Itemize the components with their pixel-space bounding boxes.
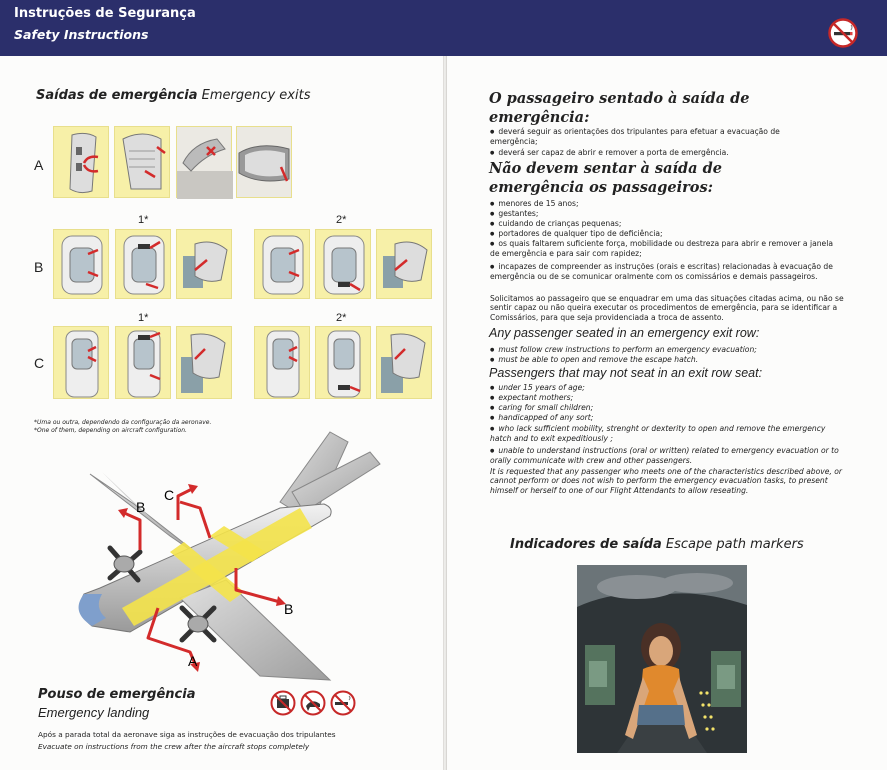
row-label-a: A (34, 157, 44, 173)
step-a1 (53, 126, 109, 198)
door-remove-illustration (177, 127, 233, 199)
diagram-label-c: C (164, 487, 175, 503)
overwing-exit-illustration (54, 327, 110, 400)
step-b5 (315, 229, 371, 299)
seated-item-pt-1: ● deverá seguir as orientações dos tripulantes para efetuar a evacuação de emergência; (490, 127, 820, 147)
exits-title-pt: Saídas de emergência (36, 88, 198, 103)
not-item-en-6: ● unable to understand instructions (oral or written) related to emergency evacuation or to orally communicate with crew and other passengers. (490, 446, 840, 466)
row-b-option-2: 2* (336, 214, 347, 226)
not-item-en-4: ● handicapped of any sort; (490, 413, 593, 423)
not-item-pt-3: ● cuidando de crianças pequenas; (490, 219, 621, 229)
not-item-pt-5: ● os quais faltarem suficiente força, mobilidade ou destreza para abrir e remover a janela de emergência e para sair com rapidez; (490, 239, 835, 259)
seated-title-en: Any passenger seated in an emergency exit row: (489, 326, 760, 340)
row-b-option-1: 1* (138, 214, 149, 226)
diagram-label-a: A (188, 653, 198, 669)
header-title-pt: Instruções de Segurança (14, 6, 196, 21)
seated-item-pt-2: ● deverá ser capaz de abrir e remover a porta de emergência. (490, 148, 820, 158)
exits-title (36, 88, 310, 103)
row-label-c: C (34, 355, 45, 371)
window-hatch-illustration (54, 230, 110, 300)
window-remove-illustration (177, 230, 233, 300)
no-smoking-icon (828, 18, 858, 48)
diagram-label-b-right: B (284, 601, 294, 617)
step-a2 (114, 126, 170, 198)
row-c-option-1: 1* (138, 312, 149, 324)
footnote-pt: *Uma ou outra, dependendo da configuração da aeronave. (34, 419, 212, 426)
step-b3 (176, 229, 232, 299)
not-item-pt-1: ● menores de 15 anos; (490, 199, 579, 209)
step-b6 (376, 229, 432, 299)
header-bar (0, 0, 887, 56)
window-hatch-illustration (255, 230, 311, 300)
step-c4 (254, 326, 310, 399)
overwing-remove-illustration (177, 327, 233, 400)
landing-title-en: Emergency landing (38, 705, 150, 720)
request-en: It is requested that any passenger who meets one of the characteristics described above, or cannot perform or does not wish to perform the emergency evacuation tasks, to present himself or herself to one of our Flight Attendants to allow reseating. (490, 467, 843, 495)
step-c5 (315, 326, 371, 399)
not-item-en-2: ● expectant mothers; (490, 393, 573, 403)
overwing-exit-illustration (255, 327, 311, 400)
step-b1 (53, 229, 109, 299)
step-b2 (115, 229, 171, 299)
window-remove-illustration (377, 230, 433, 300)
step-b4 (254, 229, 310, 299)
door-open-illustration (237, 127, 293, 199)
step-c3 (176, 326, 232, 399)
seated-title-pt: O passageiro sentado à saída de emergência: (489, 90, 750, 126)
markers-title-en: Escape path markers (665, 537, 804, 552)
escape-path-markers-illustration (577, 565, 747, 753)
window-hatch-illustration (116, 230, 172, 300)
markers-title (510, 537, 804, 552)
not-title-pt: Não devem sentar à saída de emergência os passageiros: (489, 160, 722, 196)
no-smoking-icon (330, 690, 356, 716)
step-c2 (115, 326, 171, 399)
step-a3 (176, 126, 232, 198)
footnote-en: *One of them, depending on aircraft configuration. (34, 427, 187, 434)
step-c6 (376, 326, 432, 399)
overwing-exit-illustration (116, 327, 172, 400)
row-label-b: B (34, 259, 44, 275)
seated-item-en-1: ● must follow crew instructions to perform an emergency evacuation; (490, 345, 757, 355)
airplane-escape-diagram (30, 412, 430, 684)
landing-text-en: Evacuate on instructions from the crew after the aircraft stops completely (38, 742, 310, 751)
not-item-en-1: ● under 15 years of age; (490, 383, 585, 393)
no-baggage-icon (270, 690, 296, 716)
door-pull-illustration (115, 127, 171, 199)
header-title-en: Safety Instructions (14, 27, 149, 42)
landing-text-pt: Após a parada total da aeronave siga as instruções de evacuação dos tripulantes (38, 730, 336, 739)
markers-title-pt: Indicadores de saída (510, 537, 662, 552)
door-lever-illustration (54, 127, 110, 199)
overwing-remove-illustration (377, 327, 433, 400)
not-item-en-5: ● who lack sufficient mobility, strenght or dexterity to open and remove the emergency hatch and to exit expeditiously ; (490, 424, 840, 444)
no-high-heels-icon (300, 690, 326, 716)
diagram-label-b-left: B (136, 499, 146, 515)
window-hatch-illustration (316, 230, 372, 300)
step-c1 (53, 326, 109, 399)
overwing-exit-illustration (316, 327, 372, 400)
not-title-en: Passengers that may not seat in an exit row seat: (489, 366, 763, 380)
not-item-en-3: ● caring for small children; (490, 403, 593, 413)
landing-title-pt: Pouso de emergência (38, 687, 196, 702)
exits-title-en: Emergency exits (201, 88, 311, 103)
seated-item-en-2: ● must be able to open and remove the escape hatch. (490, 355, 698, 365)
request-pt: Solicitamos ao passageiro que se enquadrar em uma das situações citadas acima, ou não se sentir capaz ou não queira executar os procedimentos de emergência, para se identificar a Comissários, para que seja providenciada a troca de assento. (490, 294, 844, 322)
row-c-option-2: 2* (336, 312, 347, 324)
not-item-pt-6: ● incapazes de compreender as instruções (orais e escritas) relacionadas à evacuação de emergência ou de se comunicar oralmente com os comissários e demais passageiros. (490, 262, 835, 282)
page-fold (443, 56, 447, 770)
not-item-pt-2: ● gestantes; (490, 209, 538, 219)
not-item-pt-4: ● portadores de qualquer tipo de deficiência; (490, 229, 663, 239)
step-a4 (236, 126, 292, 198)
